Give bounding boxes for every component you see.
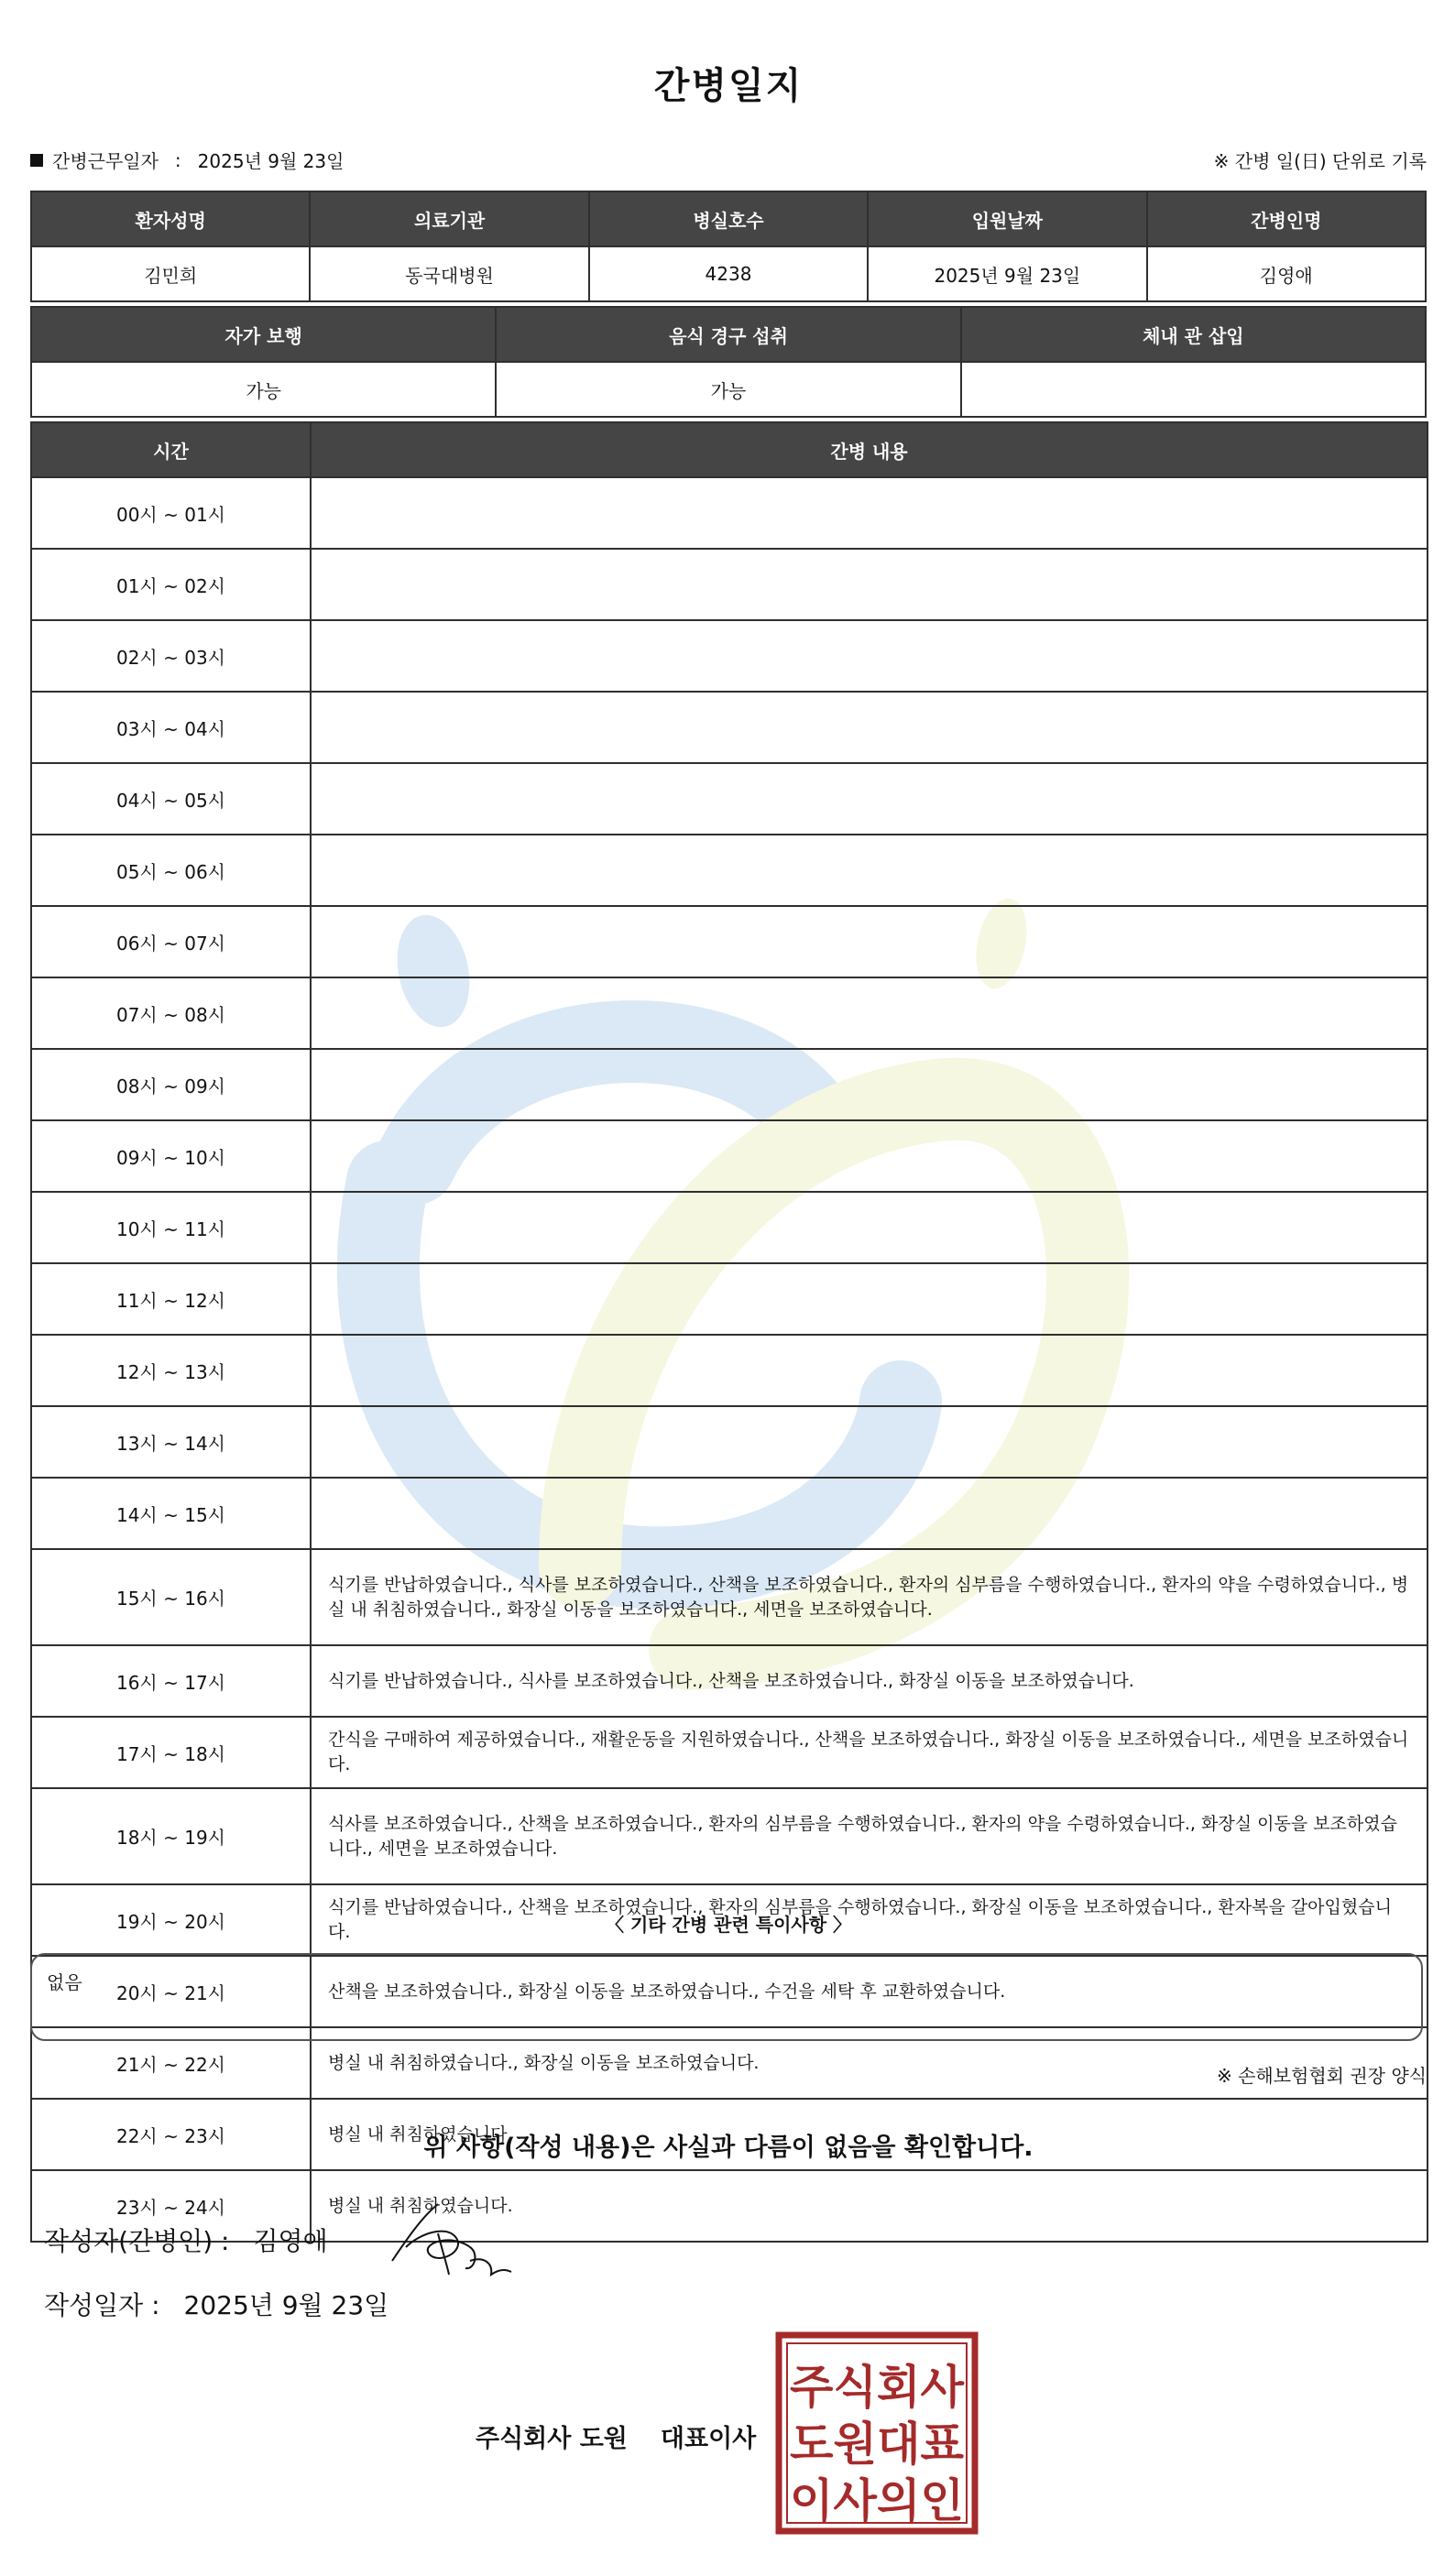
log-time: 07시 ~ 08시: [31, 977, 311, 1049]
table-row: [31, 1788, 1428, 1884]
log-time: 06시 ~ 07시: [31, 906, 311, 977]
log-time: 13시 ~ 14시: [31, 1406, 311, 1478]
company-name: 주식회사 도원: [476, 2425, 628, 2453]
log-content: [311, 906, 1428, 977]
table-row: [31, 1549, 1428, 1645]
log-time: 15시 ~ 16시: [31, 1549, 311, 1645]
form-footnote: ※ 손해보험협회 권장 양식: [1216, 2065, 1427, 2087]
log-content: [311, 692, 1428, 763]
table-row: [31, 1645, 1428, 1717]
writer-label: 작성자(간병인) :: [44, 2226, 230, 2256]
work-date-separator: :: [174, 148, 181, 171]
special-notes-content: 없음: [47, 1971, 82, 1993]
table-row: [31, 1478, 1428, 1549]
table-row: [31, 477, 1428, 549]
work-date-row: [30, 147, 1427, 176]
table-row: [31, 1335, 1428, 1406]
signature-image: [383, 2197, 520, 2279]
admission-date: 2025년 9월 23일: [868, 246, 1146, 301]
table-row: [31, 1049, 1428, 1120]
header-patient-name: 환자성명: [31, 191, 310, 246]
log-time: 03시 ~ 04시: [31, 692, 311, 763]
ability-table: [30, 306, 1427, 418]
work-date-value: 2025년 9월 23일: [197, 150, 345, 172]
header-hospital: 의료기관: [310, 191, 588, 246]
log-time: 11시 ~ 12시: [31, 1263, 311, 1335]
company-seal-stamp: [775, 2331, 979, 2535]
header-time: 시간: [31, 422, 311, 477]
log-content: [311, 1335, 1428, 1406]
svg-text:도원대표: 도원대표: [790, 2418, 965, 2471]
log-time: 12시 ~ 13시: [31, 1335, 311, 1406]
work-date-label: 간병근무일자: [52, 150, 159, 172]
caregiver-name: 김영애: [1147, 246, 1426, 301]
patient-name: 김민희: [31, 246, 310, 301]
log-content: [311, 835, 1428, 906]
table-row: [31, 835, 1428, 906]
log-content: 식사를 보조하였습니다., 산책을 보조하였습니다., 환자의 심부름을 수행하였습니다., 환자의 약을 수령하였습니다., 화장실 이동을 보조하였습니다., 세면을 보조하였습니다.: [311, 1788, 1428, 1884]
log-time: 19시 ~ 20시: [31, 1884, 311, 1956]
log-content: [311, 1192, 1428, 1263]
log-time: 02시 ~ 03시: [31, 620, 311, 692]
square-bullet-icon: [30, 154, 43, 167]
header-caregiver-name: 간병인명: [1147, 191, 1426, 246]
hospital-name: 동국대병원: [310, 246, 588, 301]
log-content: 산책을 보조하였습니다., 화장실 이동을 보조하였습니다., 수건을 세탁 후 교환하였습니다.: [311, 1956, 1428, 2027]
log-time: 22시 ~ 23시: [31, 2099, 311, 2170]
unit-note: ※ 간병 일(日) 단위로 기록: [1213, 150, 1427, 172]
log-time: 14시 ~ 15시: [31, 1478, 311, 1549]
log-content: 식기를 반납하였습니다., 식사를 보조하였습니다., 산책을 보조하였습니다., 화장실 이동을 보조하였습니다.: [311, 1645, 1428, 1717]
table-row: [31, 549, 1428, 620]
log-time: 20시 ~ 21시: [31, 1956, 311, 2027]
log-time: 17시 ~ 18시: [31, 1717, 311, 1788]
work-date: [30, 147, 344, 173]
svg-text:이사의인: 이사의인: [790, 2474, 964, 2527]
svg-text:주식회사: 주식회사: [790, 2361, 965, 2414]
table-row: [31, 1406, 1428, 1478]
log-content: [311, 1478, 1428, 1549]
log-content: 병실 내 취침하였습니다.: [311, 2170, 1428, 2242]
oral-intake-value: 가능: [496, 362, 960, 417]
patient-info-table: [30, 191, 1427, 302]
table-row: [31, 1263, 1428, 1335]
header-oral-intake: 음식 경구 섭취: [496, 307, 960, 362]
table-row: [31, 692, 1428, 763]
log-content: [311, 1263, 1428, 1335]
log-content: [311, 763, 1428, 835]
table-row: [31, 1717, 1428, 1788]
log-content: 병실 내 취침하였습니다., 화장실 이동을 보조하였습니다.: [311, 2027, 1428, 2099]
log-content: [311, 1406, 1428, 1478]
special-notes-box: [30, 1953, 1423, 2041]
written-date-value: 2025년 9월 23일: [183, 2290, 389, 2320]
page-title: 간병일지: [653, 65, 804, 107]
log-time: 04시 ~ 05시: [31, 763, 311, 835]
log-time: 18시 ~ 19시: [31, 1788, 311, 1884]
log-content: [311, 1120, 1428, 1192]
log-content: [311, 549, 1428, 620]
log-time: 09시 ~ 10시: [31, 1120, 311, 1192]
table-row: [31, 1120, 1428, 1192]
special-notes-title: 〈 기타 간병 관련 특이사항 〉: [605, 1914, 851, 1936]
log-content: 식기를 반납하였습니다., 식사를 보조하였습니다., 산책을 보조하였습니다., 환자의 심부름을 수행하였습니다., 환자의 약을 수령하였습니다., 병실 내 취침하였습니다., 화장실 이동을 보조하였습니다., 세면을 보조하였습니다.: [311, 1549, 1428, 1645]
table-row: [31, 977, 1428, 1049]
log-time: 16시 ~ 17시: [31, 1645, 311, 1717]
log-time: 08시 ~ 09시: [31, 1049, 311, 1120]
table-row: [31, 620, 1428, 692]
log-content: [311, 620, 1428, 692]
table-row: [31, 1192, 1428, 1263]
log-content: [311, 977, 1428, 1049]
table-row: [31, 763, 1428, 835]
writer-row: [44, 2221, 328, 2258]
log-content: [311, 477, 1428, 549]
representative-title: 대표이사: [660, 2425, 757, 2453]
header-admission-date: 입원날짜: [868, 191, 1146, 246]
header-tube-insertion: 체내 관 삽입: [961, 307, 1426, 362]
tube-insertion-value: [961, 362, 1426, 417]
room-number: 4238: [589, 246, 868, 301]
log-time: 01시 ~ 02시: [31, 549, 311, 620]
log-time: 05시 ~ 06시: [31, 835, 311, 906]
company-signature: [476, 2418, 756, 2454]
care-log-page: [30, 0, 1427, 2576]
log-content: [311, 1049, 1428, 1120]
log-time: 00시 ~ 01시: [31, 477, 311, 549]
log-content: 간식을 구매하여 제공하였습니다., 재활운동을 지원하였습니다., 산책을 보조하였습니다., 화장실 이동을 보조하였습니다., 세면을 보조하였습니다.: [311, 1717, 1428, 1788]
log-content: 병실 내 취침하였습니다.: [311, 2099, 1428, 2170]
log-time: 23시 ~ 24시: [31, 2170, 311, 2242]
written-date-row: [44, 2286, 388, 2322]
header-room-number: 병실호수: [589, 191, 868, 246]
writer-name: 김영애: [253, 2226, 328, 2256]
log-time: 10시 ~ 11시: [31, 1192, 311, 1263]
self-walking-value: 가능: [31, 362, 496, 417]
log-time: 21시 ~ 22시: [31, 2027, 311, 2099]
written-date-label: 작성일자 :: [44, 2290, 160, 2320]
confirm-statement: 위 사항(작성 내용)은 사실과 다름이 없음을 확인합니다.: [423, 2134, 1034, 2162]
header-self-walking: 자가 보행: [31, 307, 496, 362]
table-row: [31, 906, 1428, 977]
header-care-content: 간병 내용: [311, 422, 1428, 477]
log-content: 식기를 반납하였습니다., 산책을 보조하였습니다., 환자의 심부름을 수행하였습니다., 화장실 이동을 보조하였습니다., 환자복을 갈아입혔습니다.: [311, 1884, 1428, 1956]
